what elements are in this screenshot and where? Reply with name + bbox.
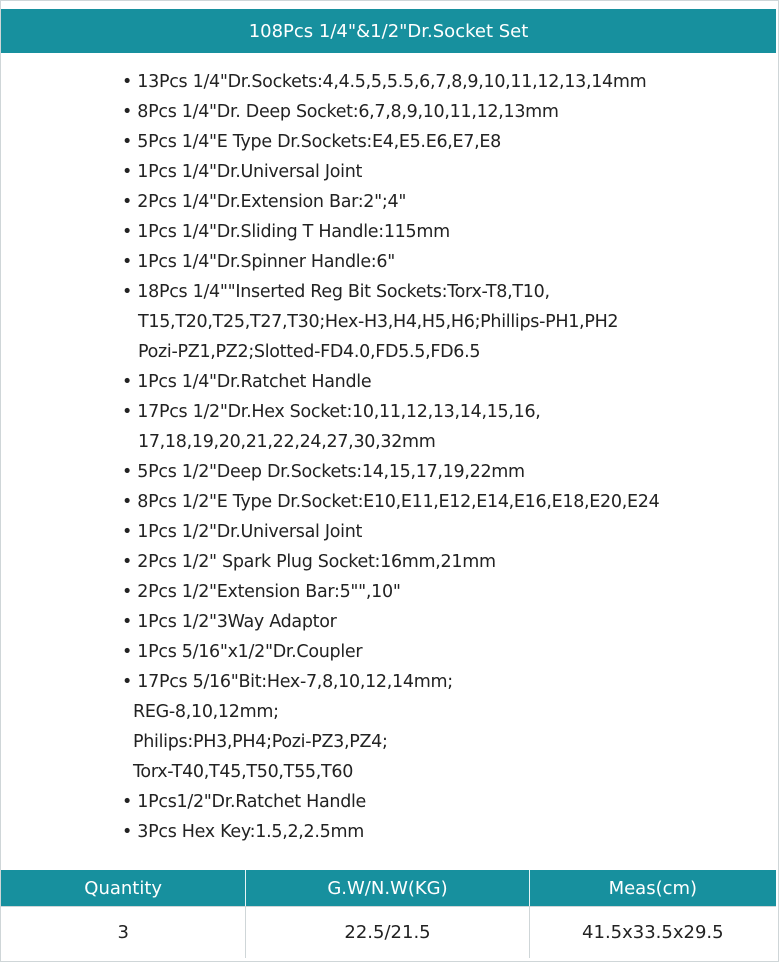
list-item [122, 547, 762, 577]
list-item [122, 577, 762, 607]
cell-weight: 22.5/21.5 [246, 906, 529, 958]
header-weight: G.W/N.W(KG) [246, 870, 529, 906]
list-item-text: • 1Pcs 1/4"Dr.Universal Joint [122, 162, 363, 182]
list-item [122, 97, 762, 127]
list-item-text: • 17Pcs 1/2"Dr.Hex Socket:10,11,12,13,14,15,16, [122, 402, 541, 422]
list-item-text: • 2Pcs 1/2"Extension Bar:5"",10" [122, 582, 401, 602]
list-item-text: • 17Pcs 5/16"Bit:Hex-7,8,10,12,14mm; [122, 672, 453, 692]
list-item-continuation: Philips:PH3,PH4;Pozi-PZ3,PZ4; [133, 732, 388, 752]
list-item-text: • 8Pcs 1/2"E Type Dr.Socket:E10,E11,E12,E14,E16,E18,E20,E24 [122, 492, 660, 512]
header-quantity: Quantity [1, 870, 246, 906]
list-item-continuation: T15,T20,T25,T27,T30;Hex-H3,H4,H5,H6;Phillips-PH1,PH2 [138, 312, 619, 332]
list-item-continuation: REG-8,10,12mm; [133, 702, 279, 722]
list-item [122, 127, 762, 157]
list-item-text: • 2Pcs 1/4"Dr.Extension Bar:2";4" [122, 192, 407, 212]
list-item-text: • 5Pcs 1/2"Deep Dr.Sockets:14,15,17,19,22mm [122, 462, 525, 482]
list-item-text: • 1Pcs 5/16"x1/2"Dr.Coupler [122, 642, 363, 662]
title-bar [1, 9, 776, 53]
list-item-continuation: Torx-T40,T45,T50,T55,T60 [133, 762, 354, 782]
cell-quantity: 3 [1, 906, 246, 958]
list-item-text: • 1Pcs 1/2"Dr.Universal Joint [122, 522, 363, 542]
list-item-text: • 8Pcs 1/4"Dr. Deep Socket:6,7,8,9,10,11,12,13mm [122, 102, 559, 122]
list-item [122, 817, 762, 847]
list-item [122, 187, 762, 217]
list-item-text: • 5Pcs 1/4"E Type Dr.Sockets:E4,E5.E6,E7,E8 [122, 132, 501, 152]
list-item-text: • 1Pcs1/2"Dr.Ratchet Handle [122, 792, 367, 812]
list-item [122, 787, 762, 817]
list-item-text: • 1Pcs 1/4"Dr.Ratchet Handle [122, 372, 372, 392]
list-item-text: • 18Pcs 1/4""Inserted Reg Bit Sockets:Torx-T8,T10, [122, 282, 550, 302]
list-item-text: • 3Pcs Hex Key:1.5,2,2.5mm [122, 822, 364, 842]
cell-measurements: 41.5x33.5x29.5 [582, 921, 724, 943]
list-item [122, 217, 762, 247]
list-item-text: • 1Pcs 1/4"Dr.Spinner Handle:6" [122, 252, 395, 272]
list-item [122, 667, 762, 787]
list-item-text: • 1Pcs 1/4"Dr.Sliding T Handle:115mm [122, 222, 450, 242]
list-item [122, 487, 762, 517]
page-title: 108Pcs 1/4"&1/2"Dr.Socket Set [248, 20, 529, 42]
list-item-continuation: Pozi-PZ1,PZ2;Slotted-FD4.0,FD5.5,FD6.5 [138, 342, 481, 362]
list-item [122, 607, 762, 637]
list-item [122, 397, 762, 457]
table-header [1, 870, 776, 906]
list-item [122, 367, 762, 397]
list-item [122, 247, 762, 277]
list-item [122, 277, 762, 367]
list-item-continuation: 17,18,19,20,21,22,24,27,30,32mm [138, 432, 436, 452]
list-item [122, 637, 762, 667]
table-row [1, 906, 776, 958]
list-item [122, 517, 762, 547]
header-measurements: Meas(cm) [608, 877, 698, 899]
list-item-text: • 1Pcs 1/2"3Way Adaptor [122, 612, 337, 632]
list-item-text: • 13Pcs 1/4"Dr.Sockets:4,4.5,5,5.5,6,7,8,9,10,11,12,13,14mm [122, 72, 647, 92]
list-item-text: • 2Pcs 1/2" Spark Plug Socket:16mm,21mm [122, 552, 496, 572]
item-list [122, 67, 762, 847]
list-item [122, 157, 762, 187]
list-item [122, 457, 762, 487]
list-item [122, 67, 762, 97]
